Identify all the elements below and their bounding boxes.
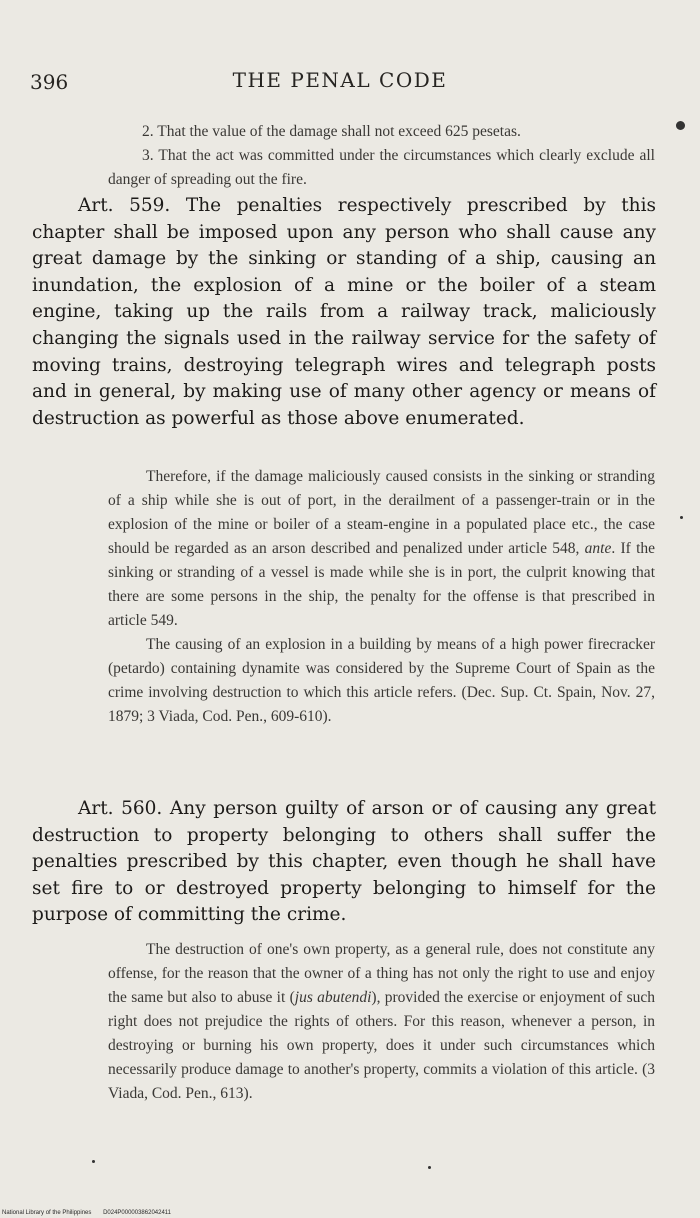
- ink-speck: [92, 1160, 95, 1163]
- condition-item-2: 2. That the value of the damage shall not exceed 625 pesetas.: [142, 123, 521, 140]
- latin-jus-abutendi: jus abutendi: [294, 989, 372, 1006]
- commentary-559-paragraph-1: Therefore, if the damage maliciously caused consists in the sinking or stranding of a ship while she is out of port, in the derailment of a passenger-train or in the explosion of the mine or boiler of a steam-engine in a populated place etc., the case should be regarded as an arson described and penalized under article 548, ante. If the sinking or stranding of a vessel is made while she is in port, the culprit knowing that there are some persons in the ship, the penalty for the offense is that prescribed in article 549.: [108, 468, 656, 629]
- condition-item-3: 3. That the act was committed under the circumstances which clearly exclude all danger of spreading out the fire.: [108, 147, 655, 188]
- article-559: [32, 193, 656, 432]
- library-credit: National Library of the Philippines: [2, 1210, 92, 1216]
- commentary-560-paragraph-1: The destruction of one's own property, as a general rule, does not constitute any offense, for the reason that the owner of a thing has not only the right to use and enjoy the same but also to abuse it (jus abutendi), provided the exercise or enjoyment of such right does not prejudice the rights of others. For this reason, whenever a person, in destroying or burning his own property, does it under such circumstances which necessarily produce damage to another's property, commits a violation of this article. (3 Viada, Cod. Pen., 613).: [108, 941, 655, 1102]
- page-number: 396: [30, 70, 69, 94]
- ink-speck: [428, 1166, 431, 1169]
- running-title: THE PENAL CODE: [232, 68, 448, 92]
- commentary-559-paragraph-2: The causing of an explosion in a building by means of a high power firecracker (petardo) containing dynamite was considered by the Supreme Court of Spain as the crime involving destruction to which this article refers. (Dec. Sup. Ct. Spain, Nov. 27, 1879; 3 Viada, Cod. Pen., 609-610).: [108, 636, 655, 725]
- ink-speck: [680, 516, 683, 519]
- conditions-list: [108, 120, 655, 192]
- latin-ante: ante: [584, 540, 612, 557]
- article-559-text: The penalties respectively prescribed by this chapter shall be imposed upon any person who shall cause any great damage by the sinking or standing of a ship, causing an inundation, the explosion of a mine or the boiler of a steam engine, taking up the rails from a railway track, maliciously changing the signals used in the railway service for the safety of moving trains, destroying telegraph wires and telegraph posts and in general, by making use of many other agency or means of destruction as powerful as those above enumerated.: [32, 195, 656, 429]
- scan-footer: [2, 1210, 181, 1216]
- page-header: [30, 68, 650, 98]
- article-559-label: Art. 559.: [78, 195, 171, 216]
- commentary-560: [108, 938, 655, 1106]
- ink-speck: [676, 121, 685, 130]
- commentary-559: [108, 465, 655, 729]
- article-560: [32, 796, 656, 929]
- scan-id: D024P000003862042411: [103, 1210, 172, 1216]
- article-560-label: Art. 560.: [78, 798, 163, 819]
- article-560-text: Any person guilty of arson or of causing any great destruction to property belonging to others shall suffer the penalties prescribed by this chapter, even though he shall have set fire to or destroyed property belonging to himself for the purpose of committing the crime.: [32, 798, 657, 926]
